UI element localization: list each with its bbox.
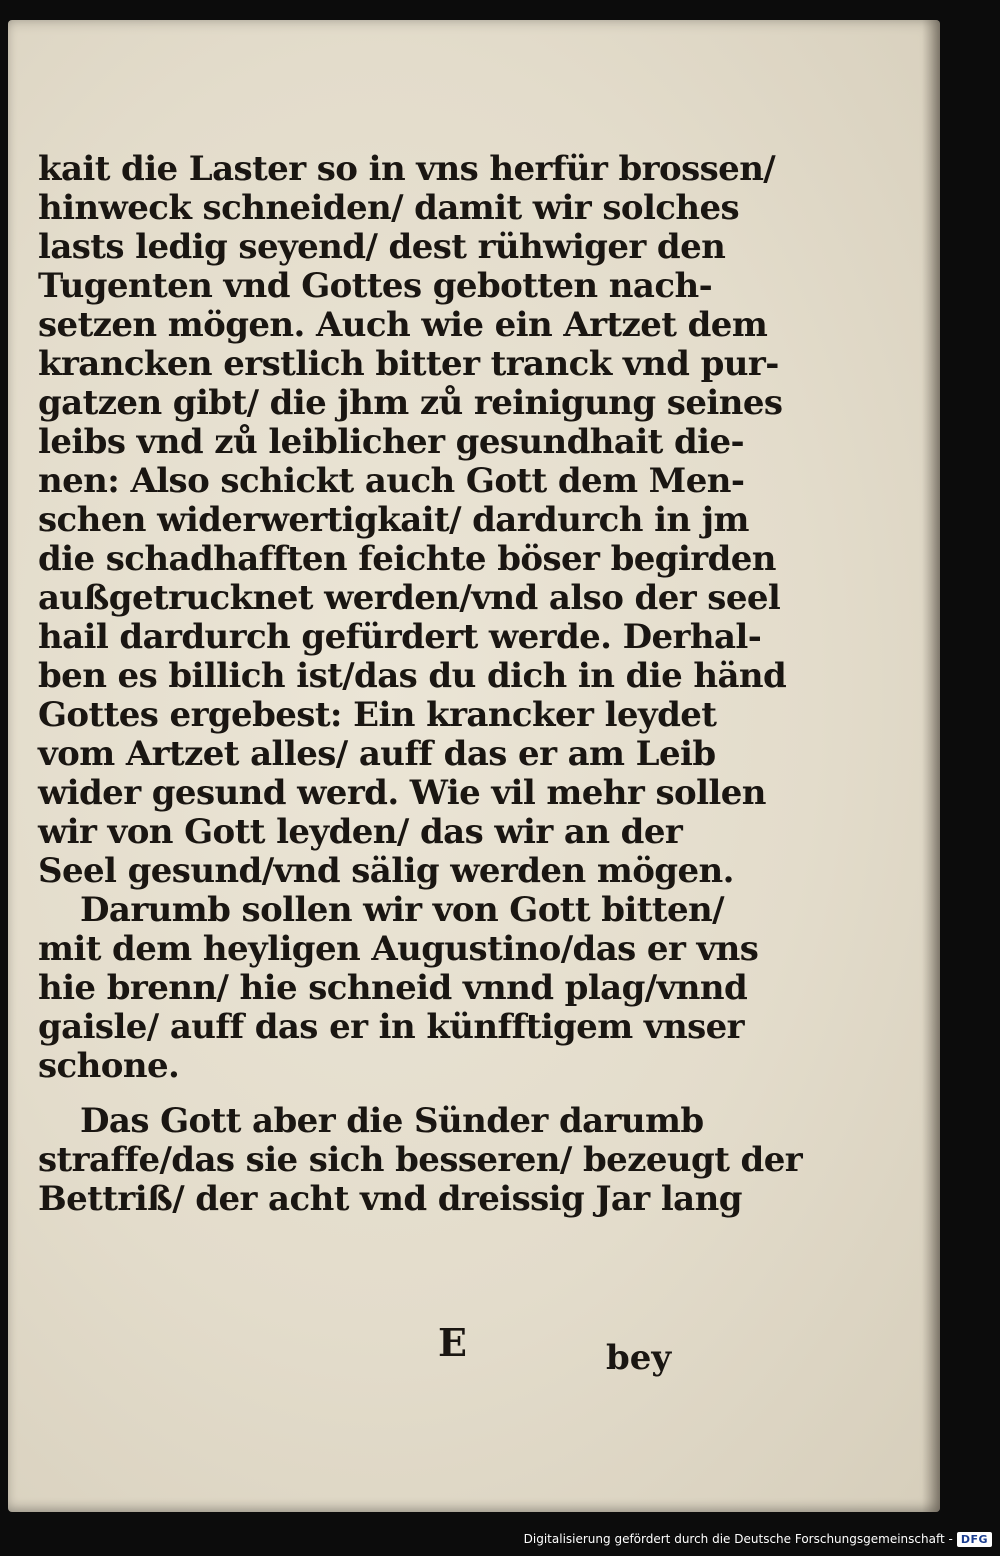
paragraph-3 bbox=[38, 1101, 803, 1219]
paragraph-2 bbox=[38, 890, 759, 1086]
text-line: leibs vnd zů leiblicher gesundhait die- bbox=[38, 422, 745, 462]
text-line: lasts ledig seyend/ dest rühwiger den bbox=[38, 227, 726, 267]
text-line: mit dem heyligen Augustino/das er vns bbox=[38, 929, 759, 969]
catchword: bey bbox=[606, 1338, 672, 1378]
text-line: kait die Laster so in vns herfür brossen/ bbox=[38, 149, 776, 189]
digitization-footer bbox=[524, 1528, 992, 1550]
text-line: straffe/das sie sich besseren/ bezeugt der bbox=[38, 1140, 803, 1180]
text-line: außgetrucknet werden/vnd also der seel bbox=[38, 578, 781, 618]
text-line: Seel gesund/vnd sälig werden mögen. bbox=[38, 851, 734, 891]
text-line: Bettriß/ der acht vnd dreissig Jar lang bbox=[38, 1179, 742, 1219]
text-line: hail dardurch gefürdert werde. Derhal- bbox=[38, 617, 762, 657]
text-line: hinweck schneiden/ damit wir solches bbox=[38, 188, 740, 228]
text-line: wir von Gott leyden/ das wir an der bbox=[38, 812, 683, 852]
page-text bbox=[38, 149, 803, 1219]
paragraph-gap bbox=[38, 1086, 698, 1102]
text-line: nen: Also schickt auch Gott dem Men- bbox=[38, 461, 745, 501]
text-line: wider gesund werd. Wie vil mehr sollen bbox=[38, 773, 766, 813]
text-line: ben es billich ist/das du dich in die händ bbox=[38, 656, 787, 696]
signature-mark: E bbox=[438, 1320, 467, 1365]
funding-credit: Digitalisierung gefördert durch die Deutsche Forschungsgemeinschaft - bbox=[523, 1532, 953, 1546]
text-line: schen widerwertigkait/ dardurch in jm bbox=[38, 500, 749, 540]
text-line: krancken erstlich bitter tranck vnd pur- bbox=[38, 344, 779, 384]
text-line: Das Gott aber die Sünder darumb bbox=[80, 1101, 704, 1141]
text-line: Tugenten vnd Gottes gebotten nach- bbox=[38, 266, 713, 306]
book-page bbox=[8, 20, 940, 1512]
text-line: die schadhafften feichte böser begirden bbox=[38, 539, 776, 579]
dfg-logo-icon: DFG bbox=[957, 1532, 992, 1547]
text-line: schone. bbox=[38, 1046, 180, 1086]
text-line: hie brenn/ hie schneid vnnd plag/vnnd bbox=[38, 968, 748, 1008]
text-line: setzen mögen. Auch wie ein Artzet dem bbox=[38, 305, 768, 345]
text-line: Gottes ergebest: Ein krancker leydet bbox=[38, 695, 717, 735]
text-line: Darumb sollen wir von Gott bitten/ bbox=[80, 890, 724, 930]
text-line: gatzen gibt/ die jhm zů reinigung seines bbox=[38, 383, 783, 423]
text-line: vom Artzet alles/ auff das er am Leib bbox=[38, 734, 716, 774]
text-line: gaisle/ auff das er in künfftigem vnser bbox=[38, 1007, 744, 1047]
paragraph-1 bbox=[38, 149, 787, 891]
